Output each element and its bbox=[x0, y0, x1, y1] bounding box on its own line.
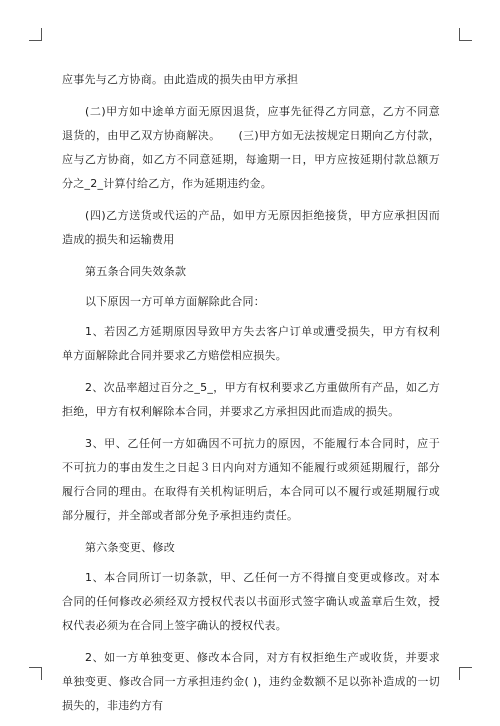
section-5-item-2: 2、次品率超过百分之_5_，甲方有权利要求乙方重做所有产品，如乙方拒绝，甲方有权利解除本合同，并要求乙方承担因此而造成的损失。 bbox=[62, 381, 440, 418]
section-5-intro: 以下原因一方可单方面解除此合同： bbox=[85, 295, 265, 308]
clause-refund-and-payment bbox=[62, 100, 440, 196]
crop-mark-top-right bbox=[459, 28, 472, 41]
section-5-item-3: 3、甲、乙任何一方如确因不可抗力的原因，不能履行本合同时，应于不可抗力的事由发生之日起３日内向对方通知不能履行或须延期履行，部分履行合同的理由。在取得有关机构证明后，本合同可以不履行或延期履行或部分履行，并全部或者部分免予承担违约责任。 bbox=[62, 437, 440, 522]
crop-mark-bottom-left bbox=[29, 667, 42, 680]
clause-3: (三)甲方如无法按规定日期向乙方付款，应与乙方协商，如乙方不同意延期，每逾期一日，甲方应按延期付款总额万分之_2_计算付给乙方，作为延期违约金。 bbox=[62, 129, 440, 190]
section-heading-5: 第五条合同失效条款 bbox=[85, 265, 187, 278]
section-5-item-1: 1、若因乙方延期原因导致甲方失去客户订单或遭受损失，甲方有权利单方面解除此合同并要求乙方赔偿相应损失。 bbox=[62, 325, 440, 362]
section-6-item-1: 1、本合同所订一切条款，甲、乙任何一方不得擅自变更或修改。对本合同的任何修改必须经双方授权代表以书面形式签字确认或盖章后生效，授权代表必须为在合同上签字确认的授权代表。 bbox=[62, 571, 440, 632]
section-heading-6: 第六条变更、修改 bbox=[85, 541, 175, 554]
crop-mark-top-left bbox=[29, 28, 42, 41]
clause-4: (四)乙方送货或代运的产品，如甲方无原因拒绝接货，甲方应承担因而造成的损失和运输费用 bbox=[62, 209, 440, 246]
section-6-item-2: 2、如一方单独变更、修改本合同，对方有权拒绝生产或收货，并要求单独变更、修改合同一方承担违约金( )，违约金数额不足以弥补造成的一切损失的，非违约方有 bbox=[62, 651, 440, 712]
document-page bbox=[62, 68, 440, 726]
paragraph-continuation: 应事先与乙方协商。由此造成的损失由甲方承担 bbox=[62, 73, 299, 86]
crop-mark-bottom-right bbox=[459, 667, 472, 680]
clause-2: (二)甲方如中途单方面无原因退货，应事先征得乙方同意，乙方不同意退货的，由甲乙双方协商解决。 bbox=[62, 105, 440, 142]
